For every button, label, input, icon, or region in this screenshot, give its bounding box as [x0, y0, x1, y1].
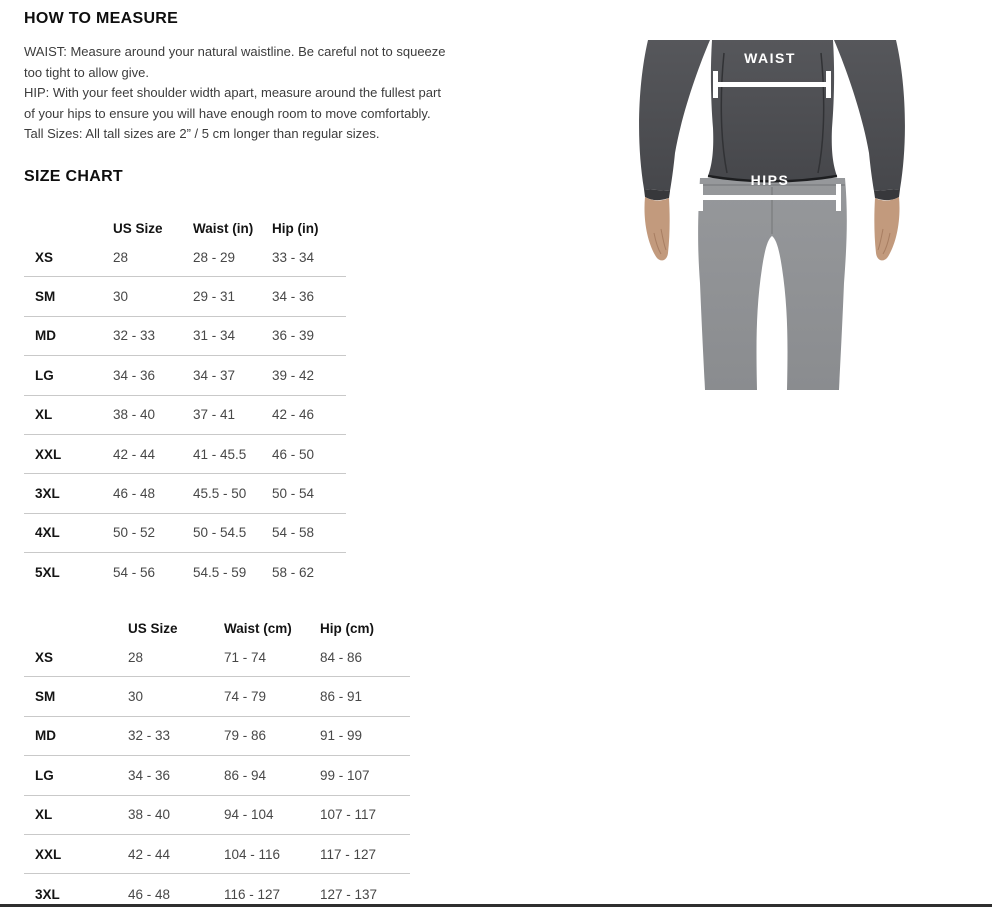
table-row [24, 796, 410, 835]
size-value: 42 - 44 [113, 446, 156, 462]
size-value: 34 - 36 [113, 367, 156, 383]
size-value: 36 - 39 [272, 328, 315, 344]
size-value: 37 - 41 [193, 407, 236, 423]
size-value: 94 - 104 [224, 807, 274, 823]
waist-measure-bar [716, 82, 828, 87]
size-value: 34 - 37 [193, 367, 236, 383]
hips-measure-bar-endcap [698, 184, 703, 211]
measurement-figure [630, 33, 922, 393]
size-value: 91 - 99 [320, 728, 363, 744]
size-value: 54 - 58 [272, 525, 315, 541]
measure-instruction-line: HIP: With your feet shoulder width apart, measure around the fullest part [24, 85, 441, 100]
column-header: Hip (cm) [320, 620, 374, 636]
size-value: 107 - 117 [320, 807, 377, 823]
size-value: 32 - 33 [128, 728, 171, 744]
column-header: US Size [113, 220, 163, 236]
measure-instruction-line: Tall Sizes: All tall sizes are 2” / 5 cm longer than regular sizes. [24, 126, 380, 141]
size-table-inches [24, 218, 346, 593]
size-value: 33 - 34 [272, 249, 315, 265]
size-label: XS [35, 249, 54, 265]
column-header: US Size [128, 620, 178, 636]
size-label: SM [35, 289, 56, 305]
size-value: 42 - 46 [272, 407, 315, 423]
size-value: 39 - 42 [272, 367, 315, 383]
table-row [24, 835, 410, 874]
size-value: 116 - 127 [224, 886, 281, 902]
size-table-centimeters [24, 618, 410, 910]
table-row [24, 356, 346, 395]
size-value: 46 - 50 [272, 446, 315, 462]
size-value: 42 - 44 [128, 846, 171, 862]
size-value: 99 - 107 [320, 767, 370, 783]
size-value: 41 - 45.5 [193, 446, 247, 462]
size-value: 86 - 94 [224, 767, 267, 783]
size-value: 117 - 127 [320, 846, 377, 862]
column-header: Waist (in) [193, 220, 254, 236]
size-label: MD [35, 728, 56, 744]
table-row [24, 396, 346, 435]
size-value: 38 - 40 [113, 407, 156, 423]
hips-marker-label: HIPS [750, 172, 790, 188]
size-value: 34 - 36 [272, 289, 315, 305]
size-label: 3XL [35, 886, 60, 902]
table-row [24, 317, 346, 356]
measure-instruction-line: of your hips to ensure you will have enough room to move comfortably. [24, 105, 431, 121]
size-value: 31 - 34 [193, 328, 236, 344]
waist-measure-bar-endcap [826, 71, 831, 98]
table-row [24, 474, 346, 513]
size-value: 28 [113, 249, 129, 265]
size-value: 45.5 - 50 [193, 486, 247, 502]
size-value: 46 - 48 [128, 886, 171, 902]
size-value: 54.5 - 59 [193, 565, 247, 581]
size-label: LG [35, 367, 54, 383]
hips-measure-bar-endcap [836, 184, 841, 211]
size-value: 58 - 62 [272, 565, 315, 581]
size-label: XXL [35, 446, 62, 462]
size-label: XL [35, 407, 53, 423]
hips-measure-bar [701, 195, 838, 200]
model-photo-illustration [630, 33, 922, 393]
size-label: 4XL [35, 525, 60, 541]
size-value: 127 - 137 [320, 886, 378, 902]
size-label: XL [35, 807, 53, 823]
table-row [24, 435, 346, 474]
table-row [24, 277, 346, 316]
size-value: 34 - 36 [128, 767, 171, 783]
column-header: Waist (cm) [224, 620, 292, 636]
table-row [24, 238, 346, 277]
table-row [24, 677, 410, 716]
waist-measure-bar-endcap [713, 71, 718, 98]
size-label: 3XL [35, 486, 60, 502]
table-row [24, 717, 410, 756]
size-value: 79 - 86 [224, 728, 267, 744]
size-value: 104 - 116 [224, 846, 281, 862]
size-value: 50 - 52 [113, 525, 156, 541]
table-row [24, 553, 346, 592]
measure-instruction-line: too tight to allow give. [24, 64, 150, 80]
size-label: SM [35, 689, 56, 705]
size-value: 86 - 91 [320, 689, 363, 705]
table-row [24, 638, 410, 677]
how-to-measure-text [24, 42, 446, 145]
size-value: 74 - 79 [224, 689, 267, 705]
size-label: MD [35, 328, 56, 344]
size-label: XXL [35, 846, 62, 862]
size-label: LG [35, 767, 54, 783]
size-value: 30 [113, 289, 129, 305]
size-value: 84 - 86 [320, 649, 363, 665]
size-value: 38 - 40 [128, 807, 171, 823]
how-to-measure-title: HOW TO MEASURE [24, 10, 179, 27]
bottom-divider [0, 904, 992, 907]
size-value: 32 - 33 [113, 328, 156, 344]
size-chart-title: SIZE CHART [24, 168, 123, 185]
table-header-row [24, 218, 346, 238]
size-value: 54 - 56 [113, 565, 156, 581]
size-value: 50 - 54 [272, 486, 315, 502]
size-value: 46 - 48 [113, 486, 156, 502]
measure-instruction-line: WAIST: Measure around your natural waistline. Be careful not to squeeze [24, 44, 446, 59]
table-row [24, 514, 346, 553]
size-label: 5XL [35, 565, 60, 581]
size-label: XS [35, 649, 54, 665]
size-value: 28 [128, 649, 144, 665]
column-header: Hip (in) [272, 220, 319, 236]
size-value: 28 - 29 [193, 249, 236, 265]
size-value: 71 - 74 [224, 649, 267, 665]
size-value: 29 - 31 [193, 289, 236, 305]
table-header-row [24, 618, 410, 638]
table-row [24, 756, 410, 795]
size-value: 50 - 54.5 [193, 525, 247, 541]
waist-marker-label: WAIST [744, 50, 796, 66]
size-value: 30 [128, 689, 144, 705]
